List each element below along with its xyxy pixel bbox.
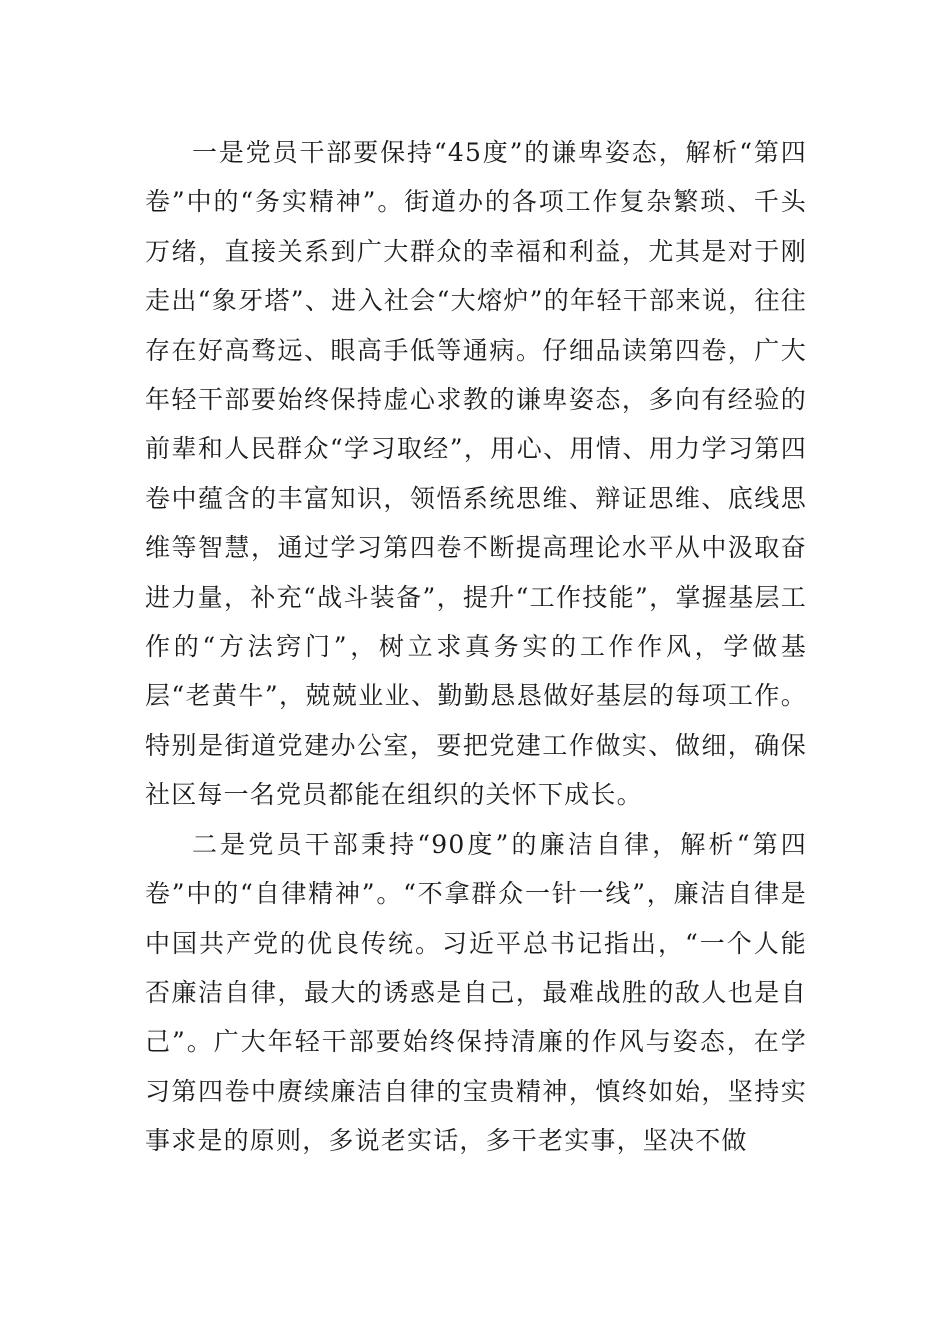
body-text	[145, 128, 807, 1166]
paragraph-2: 二是党员干部秉持“90度”的廉洁自律，解析“第四卷”中的“自律精神”。“不拿群众一针一线”，廉洁自律是中国共产党的优良传统。习近平总书记指出，“一个人能否廉洁自律，最大的诱惑是自己，最难战胜的敌人也是自己”。广大年轻干部要始终保持清廉的作风与姿态，在学习第四卷中赓续廉洁自律的宝贵精神，慎终如始，坚持实事求是的原则，多说老实话，多干老实事，坚决不做	[145, 829, 807, 1156]
paragraph-1: 一是党员干部要保持“45度”的谦卑姿态，解析“第四卷”中的“务实精神”。街道办的各项工作复杂繁琐、千头万绪，直接关系到广大群众的幸福和利益，尤其是对于刚走出“象牙塔”、进入社会“大熔炉”的年轻干部来说，往往存在好高骛远、眼高手低等通病。仔细品读第四卷，广大年轻干部要始终保持虚心求教的谦卑姿态，多向有经验的前辈和人民群众“学习取经”，用心、用情、用力学习第四卷中蕴含的丰富知识，领悟系统思维、辩证思维、底线思维等智慧，通过学习第四卷不断提高理论水平从中汲取奋进力量，补充“战斗装备”，提升“工作技能”，掌握基层工作的“方法窍门”，树立求真务实的工作作风，学做基层“老黄牛”，兢兢业业、勤勤恳恳做好基层的每项工作。特别是街道党建办公室，要把党建工作做实、做细，确保社区每一名党员都能在组织的关怀下成长。	[145, 138, 807, 810]
